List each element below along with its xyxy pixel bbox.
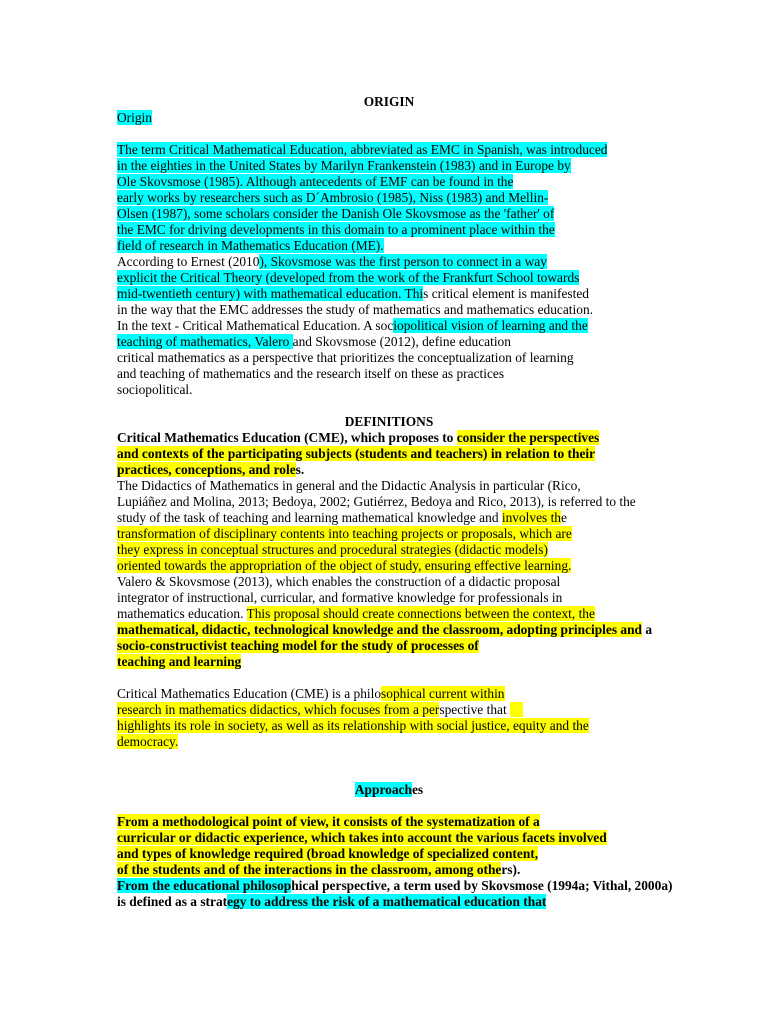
text-line: teaching of mathematics, Valero: [117, 334, 293, 349]
text-line: Lupiáñez and Molina, 2013; Bedoya, 2002; Gutiérrez, Bedoya and Rico, 2013), is referred to the: [117, 494, 636, 509]
text-line: Critical Mathematics Education (CME) is a philo: [117, 686, 382, 701]
cme-paragraph: [117, 686, 661, 750]
text-line: ), Skovsmose was the first person to connect in a way: [259, 254, 547, 269]
text-line: field of research in Mathematics Education (ME).: [117, 238, 384, 253]
text-line: teaching and learning: [117, 654, 242, 669]
approaches-paragraph: [117, 814, 673, 910]
text-line: in the eighties in the United States by Marilyn Frankenstein (1983) and in Europe by: [117, 158, 571, 173]
text-line: From the educational philosop: [117, 878, 292, 893]
text-line: highlights its role in society, as well as its relationship with social justice, equity and the: [117, 718, 589, 733]
text-line: sophical current within: [381, 686, 505, 701]
text-line: [510, 702, 523, 717]
text-line: and types of knowledge required (broad knowledge of specialized content,: [117, 846, 539, 861]
heading-origin: ORIGIN: [363, 94, 415, 109]
text-line: mid-twentieth century) with mathematical education. Thi: [117, 286, 424, 301]
definitions-paragraph-1: [117, 430, 661, 478]
origin-label: Origin: [117, 110, 152, 125]
text-line: Critical Mathematics Education (CME), which proposes to: [117, 430, 457, 445]
text-line: egy to address the risk of a mathematical education that: [227, 894, 547, 909]
text-line: consider the perspectives: [456, 430, 600, 445]
text-line: socio-constructivist teaching model for the study of processes of: [117, 638, 479, 653]
text-line: explicit the Critical Theory (developed from the work of the Frankfurt School towards: [117, 270, 580, 285]
text-line: involves th: [501, 510, 561, 525]
text-line: sociopolitical.: [117, 382, 193, 397]
text-line: they express in conceptual structures and procedural strategies (didactic models): [117, 542, 548, 557]
text-line: s.: [295, 462, 305, 477]
text-line: mathematical, didactic, technological knowledge and the classroom, adopting principles and: [117, 622, 642, 637]
text-line: Ole Skovsmose (1985). Although antecedents of EMF can be found in the: [117, 174, 514, 189]
text-line: e: [561, 510, 567, 525]
text-line: In the text - Critical Mathematical Education. A soc: [117, 318, 394, 333]
text-line: Valero & Skovsmose (2013), which enables the construction of a didactic proposal: [117, 574, 561, 589]
heading-approaches: [117, 782, 661, 798]
text-line: curricular or didactic experience, which takes into account the various facets involved: [117, 830, 607, 845]
text-line: critical mathematics as a perspective that prioritizes the conceptualization of learning: [117, 350, 574, 365]
definitions-paragraph-2: [117, 478, 661, 574]
text-line: This proposal should create connections between the context, the: [246, 606, 595, 621]
text-line: rs).: [501, 862, 521, 877]
text-line: early works by researchers such as D´Ambrosio (1985), Niss (1983) and Mellin-: [117, 190, 549, 205]
text-line: Olsen (1987), some scholars consider the Danish Ole Skovsmose as the 'father' of: [117, 206, 555, 221]
text-line: From a methodological point of view,: [117, 814, 333, 829]
text-line: mathematics education.: [117, 606, 247, 621]
text-line: and contexts of the participating subjects (students and teachers) in relation to their: [117, 446, 596, 461]
text-line: is defined as a strat: [117, 894, 228, 909]
text-line: oriented towards the appropriation of the object of study, ensuring effective learning.: [117, 558, 572, 573]
text-line: According to Ernest (2010: [117, 254, 260, 269]
text-line: transformation of disciplinary contents into teaching projects or proposals, which are: [117, 526, 572, 541]
text-line: practices, conceptions, and role: [117, 462, 296, 477]
text-line: spective that: [439, 702, 511, 717]
text-line: democracy.: [117, 734, 179, 749]
text-line: s critical element is manifested: [423, 286, 589, 301]
text-line: iopolitical vision of learning and the: [393, 318, 588, 333]
heading-definitions: DEFINITIONS: [344, 414, 434, 429]
text-line: of the students and of the interactions in the classroom, among othe: [117, 862, 502, 877]
text-line: integrator of instructional, curricular, and formative knowledge for professionals in: [117, 590, 563, 605]
origin-paragraph: [117, 142, 661, 398]
text-line: The term Critical Mathematical Education, abbreviated as EMC in Spanish, was introduced: [117, 142, 608, 157]
text-line: in the way that the EMC addresses the study of mathematics and mathematics education.: [117, 302, 593, 317]
text-line: The Didactics of Mathematics in general and the Didactic Analysis in particular (Rico,: [117, 478, 581, 493]
text-line: it consists of the systematization of a: [332, 814, 540, 829]
text-line: and Skovsmose (2012), define education: [292, 334, 511, 349]
text-line: research in mathematics didactics, which focuses from a per: [117, 702, 440, 717]
text-line: Approach: [354, 782, 412, 797]
text-line: hical perspective, a term used by Skovsmose (1994a; Vithal, 2000a): [291, 878, 673, 893]
text-line: study of the task of teaching and learning mathematical knowledge and: [117, 510, 502, 525]
text-line: es: [411, 782, 424, 797]
document-body: [117, 94, 673, 910]
text-line: the EMC for driving developments in this domain to a prominent place within the: [117, 222, 555, 237]
definitions-paragraph-3: [117, 574, 661, 670]
text-line: a: [641, 622, 653, 637]
text-line: and teaching of mathematics and the research itself on these as practices: [117, 366, 505, 381]
